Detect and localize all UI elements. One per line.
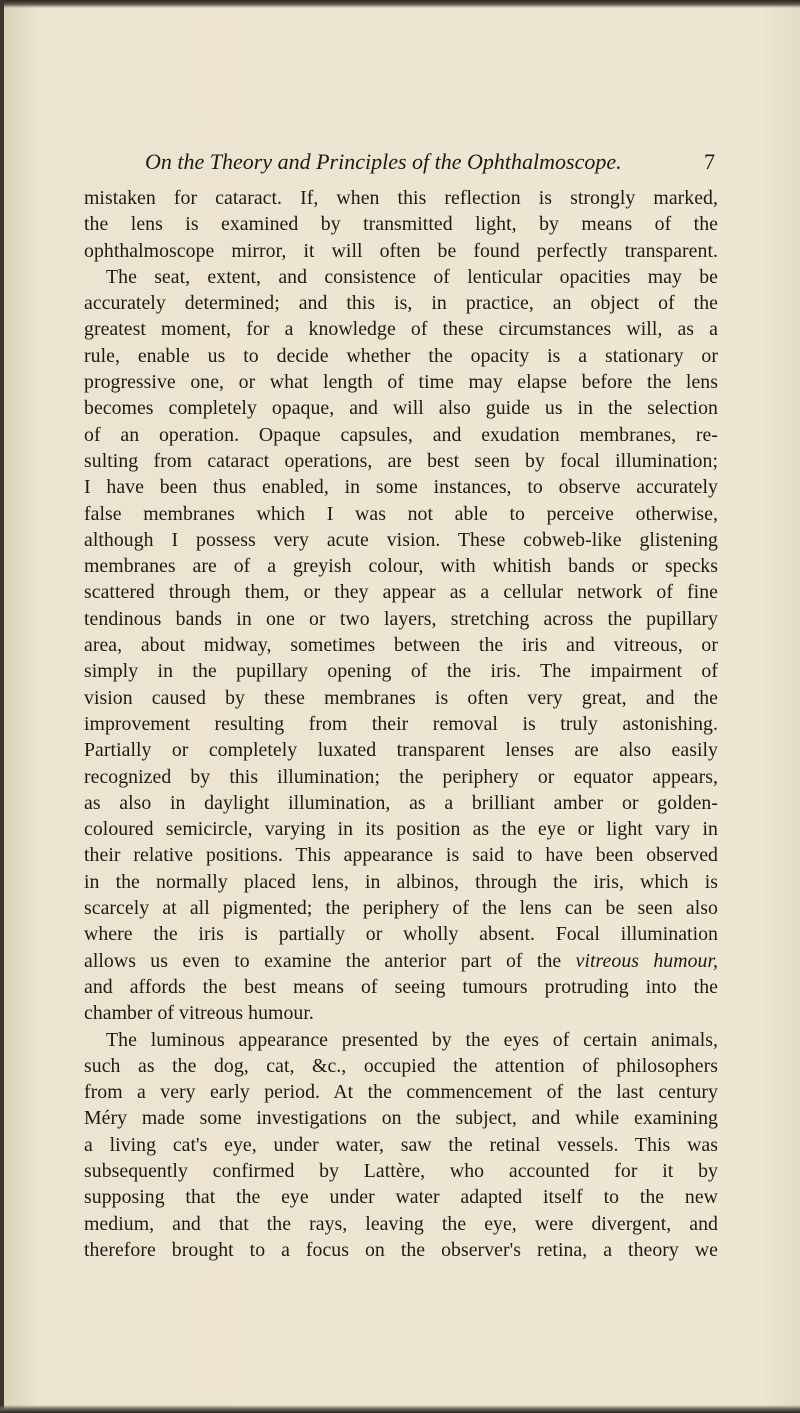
text-line bbox=[84, 290, 718, 316]
text-line-content: The seat, extent, and consistence of lenticular opacities may be bbox=[106, 265, 718, 288]
text-line bbox=[84, 1105, 718, 1131]
text-line-content: simply in the pupillary opening of the iris. The impairment of bbox=[84, 660, 718, 683]
text-line-content: therefore brought to a focus on the observer's retina, a theory we bbox=[84, 1238, 718, 1261]
text-line-content: Méry made some investigations on the subject, and while examining bbox=[84, 1107, 718, 1130]
text-line bbox=[84, 579, 718, 605]
text-line bbox=[84, 948, 718, 974]
page-top-edge bbox=[0, 0, 800, 8]
text-line bbox=[84, 1079, 718, 1105]
text-line-content: progressive one, or what length of time may elapse before the lens bbox=[84, 371, 718, 394]
body-text bbox=[84, 185, 718, 1263]
text-line bbox=[84, 711, 718, 737]
text-line-content: recognized by this illumination; the periphery or equator appears, bbox=[84, 765, 718, 788]
text-line bbox=[84, 737, 718, 763]
text-line-content: vision caused by these membranes is often very great, and the bbox=[84, 686, 718, 709]
text-line bbox=[84, 527, 718, 553]
text-line-content: coloured semicircle, varying in its position as the eye or light vary in bbox=[84, 818, 718, 841]
text-line-content: allows us even to examine the anterior part of the bbox=[84, 949, 562, 972]
text-line bbox=[84, 1000, 718, 1026]
italic-term: vitreous humour, bbox=[575, 949, 719, 972]
text-line-content: area, about midway, sometimes between the iris and vitreous, or bbox=[84, 634, 718, 657]
text-line-content: as also in daylight illumination, as a brilliant amber or golden- bbox=[84, 791, 718, 814]
text-line-content: Partially or completely luxated transparent lenses are also easily bbox=[84, 739, 718, 762]
running-head-title: On the Theory and Principles of the Ophthalmoscope. bbox=[145, 149, 622, 174]
text-line bbox=[84, 448, 718, 474]
text-line bbox=[84, 185, 718, 211]
text-line-content: greatest moment, for a knowledge of these circumstances will, as a bbox=[84, 318, 718, 341]
text-line bbox=[84, 343, 718, 369]
text-line bbox=[84, 501, 718, 527]
text-line bbox=[84, 1184, 718, 1210]
text-line bbox=[84, 921, 718, 947]
text-line-content: membranes are of a greyish colour, with whitish bands or specks bbox=[84, 555, 718, 578]
text-line-content: their relative positions. This appearance is said to have been observed bbox=[84, 844, 718, 867]
text-line bbox=[84, 974, 718, 1000]
running-head bbox=[145, 146, 715, 178]
text-line-content: in the normally placed lens, in albinos, through the iris, which is bbox=[84, 870, 718, 893]
text-line-content: although I possess very acute vision. These cobweb-like glistening bbox=[84, 528, 718, 551]
text-line-content: of an operation. Opaque capsules, and exudation membranes, re- bbox=[84, 423, 718, 446]
text-line-content: The luminous appearance presented by the eyes of certain animals, bbox=[106, 1028, 718, 1051]
text-line bbox=[84, 369, 718, 395]
text-line bbox=[84, 790, 718, 816]
text-line-content: I have been thus enabled, in some instances, to observe accurately bbox=[84, 476, 718, 499]
text-line bbox=[84, 869, 718, 895]
text-line bbox=[84, 895, 718, 921]
page-left-edge bbox=[0, 0, 4, 1413]
text-line-content: a living cat's eye, under water, saw the retinal vessels. This was bbox=[84, 1133, 718, 1156]
text-line-content: subsequently confirmed by Lattère, who accounted for it by bbox=[84, 1159, 718, 1182]
text-line-content: medium, and that the rays, leaving the eye, were divergent, and bbox=[84, 1212, 718, 1235]
text-line-content: improvement resulting from their removal is truly astonishing. bbox=[84, 712, 718, 735]
text-line bbox=[84, 264, 718, 290]
text-line bbox=[84, 816, 718, 842]
text-line-content: accurately determined; and this is, in practice, an object of the bbox=[84, 292, 718, 315]
text-line bbox=[84, 658, 718, 684]
text-line-content: mistaken for cataract. If, when this reflection is strongly marked, bbox=[84, 187, 718, 209]
text-line bbox=[84, 238, 718, 264]
text-line bbox=[84, 685, 718, 711]
text-line bbox=[84, 1132, 718, 1158]
text-line-content: rule, enable us to decide whether the opacity is a stationary or bbox=[84, 344, 718, 367]
text-line-content: scarcely at all pigmented; the periphery of the lens can be seen also bbox=[84, 897, 718, 920]
text-line bbox=[84, 474, 718, 500]
text-line bbox=[84, 764, 718, 790]
text-line bbox=[84, 1158, 718, 1184]
text-line bbox=[84, 553, 718, 579]
text-line bbox=[84, 1027, 718, 1053]
text-line-content: tendinous bands in one or two layers, stretching across the pupillary bbox=[84, 607, 718, 630]
text-line bbox=[84, 1237, 718, 1263]
text-line bbox=[84, 1053, 718, 1079]
text-line-content: the lens is examined by transmitted light, by means of the bbox=[84, 213, 718, 236]
text-line-content: supposing that the eye under water adapted itself to the new bbox=[84, 1186, 718, 1209]
text-line bbox=[84, 316, 718, 342]
text-line-content: scattered through them, or they appear as a cellular network of fine bbox=[84, 581, 718, 604]
text-line bbox=[84, 606, 718, 632]
text-line-content: such as the dog, cat, &c., occupied the attention of philosophers bbox=[84, 1054, 718, 1077]
text-line bbox=[84, 1211, 718, 1237]
text-line-content: from a very early period. At the commencement of the last century bbox=[84, 1081, 718, 1104]
text-line-content: and affords the best means of seeing tumours protruding into the bbox=[84, 975, 718, 998]
text-line-content: chamber of vitreous humour. bbox=[84, 1002, 314, 1025]
text-line bbox=[84, 632, 718, 658]
text-line-content: sulting from cataract operations, are best seen by focal illumination; bbox=[84, 449, 718, 472]
page-bottom-edge bbox=[0, 1405, 800, 1413]
text-line bbox=[84, 211, 718, 237]
text-line-content: becomes completely opaque, and will also guide us in the selection bbox=[84, 397, 718, 420]
text-line-content: ophthalmoscope mirror, it will often be found perfectly transparent. bbox=[84, 239, 718, 262]
text-line bbox=[84, 422, 718, 448]
text-line bbox=[84, 842, 718, 868]
page-number: 7 bbox=[704, 149, 715, 174]
text-line-content: where the iris is partially or wholly absent. Focal illumination bbox=[84, 923, 718, 946]
text-line-content: false membranes which I was not able to perceive otherwise, bbox=[84, 502, 718, 525]
text-line bbox=[84, 395, 718, 421]
